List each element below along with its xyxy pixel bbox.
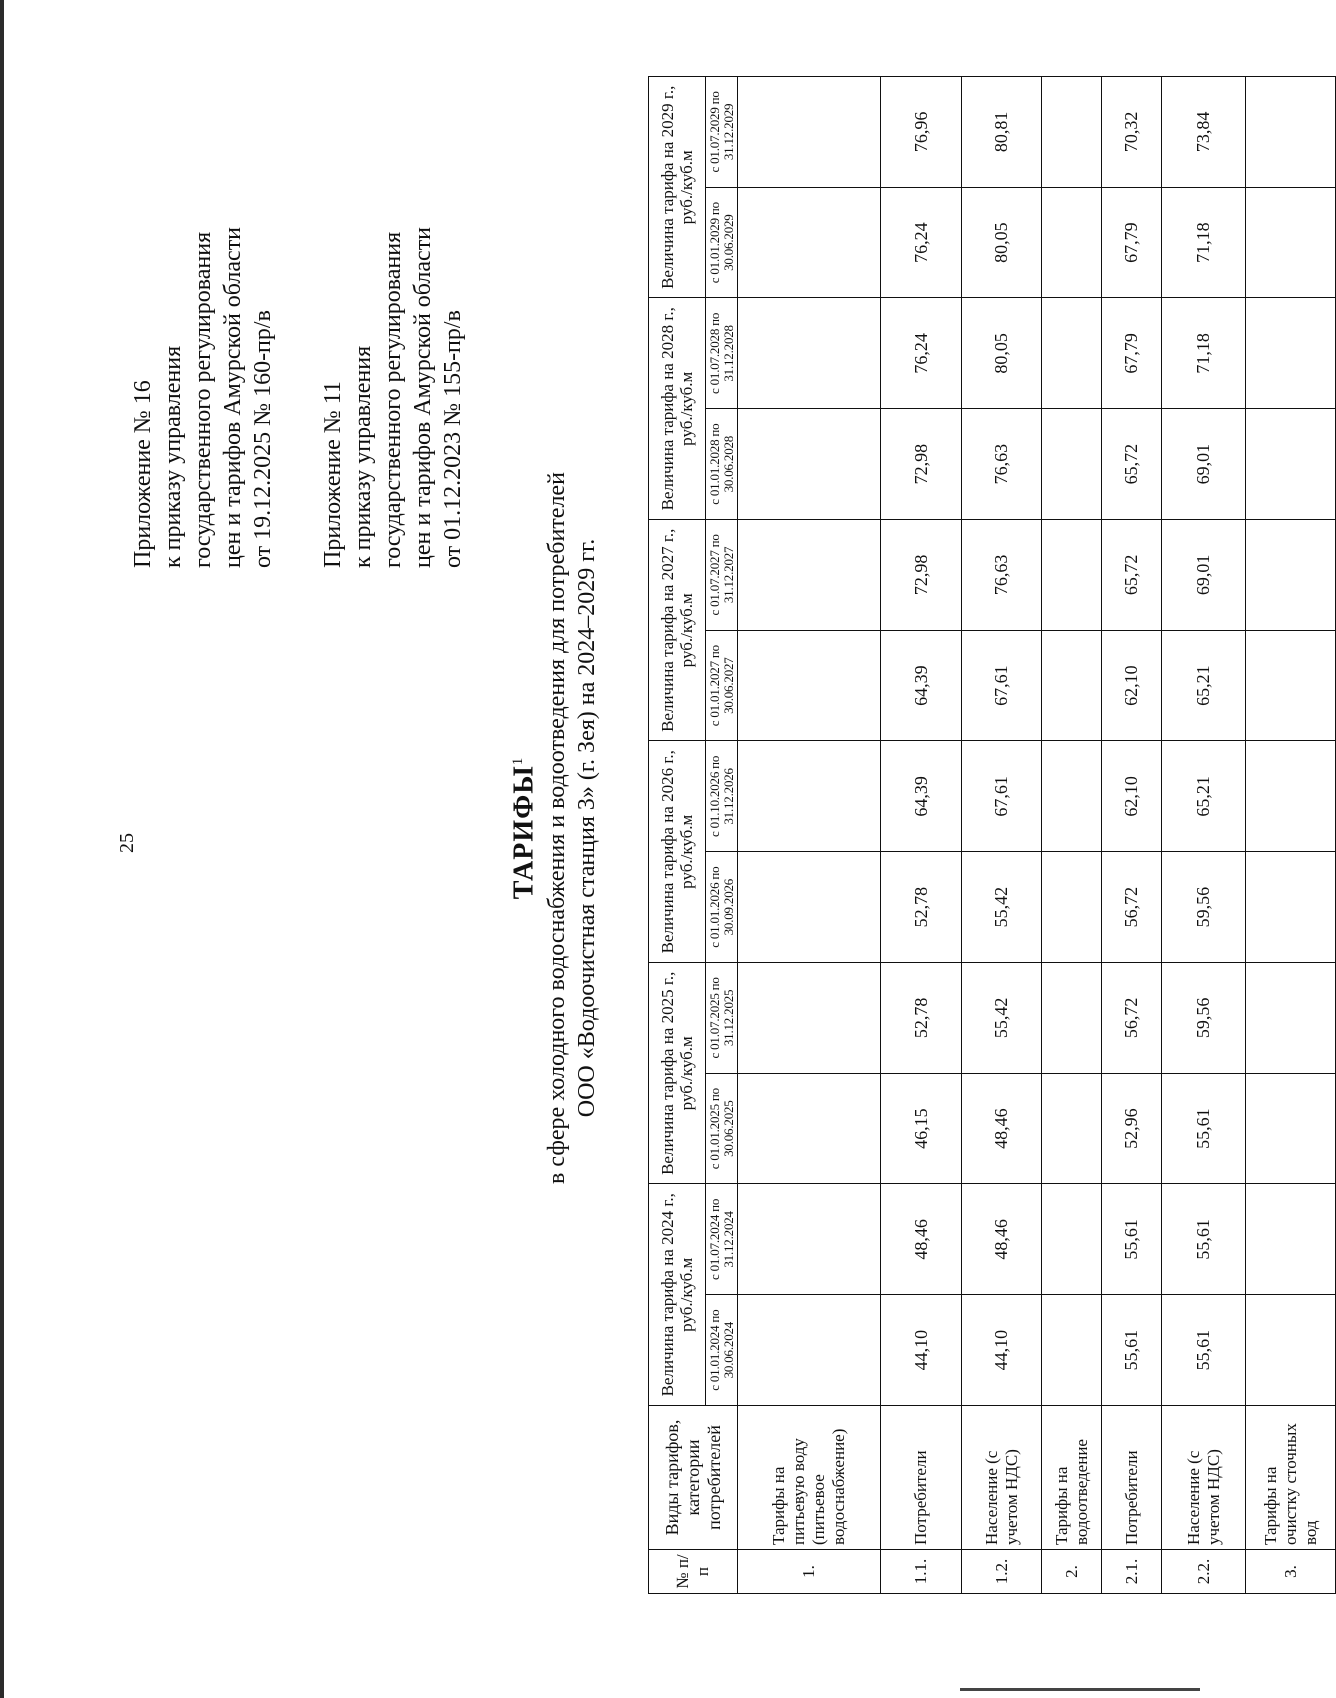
title-line-1: в сфере холодного водоснабжения и водоотведения для потребителей <box>544 472 571 1184</box>
header-year-2027: Величина тарифа на 2027 г., руб./куб.м <box>649 520 706 742</box>
tariff-value-cell: 48,46 <box>881 1184 962 1295</box>
appendix-16-line: государственного регулирования <box>190 231 216 568</box>
header-period: с 01.10.2026 по 31.12.2026 <box>706 741 738 852</box>
title-footnote-mark: 1 <box>510 756 526 766</box>
tariff-value-cell: 67,61 <box>962 630 1042 741</box>
table-row <box>738 77 881 1594</box>
table-body <box>738 77 1336 1594</box>
tariff-value-cell: 65,21 <box>1162 630 1246 741</box>
tariff-value-cell: 48,46 <box>962 1073 1042 1184</box>
tariff-value-cell <box>1042 1184 1102 1295</box>
tariff-value-cell <box>1246 741 1336 852</box>
tariff-value-cell <box>738 77 881 188</box>
tariff-value-cell <box>738 741 881 852</box>
header-period: с 01.07.2024 по 31.12.2024 <box>706 1184 738 1295</box>
header-period: с 01.07.2028 по 31.12.2028 <box>706 298 738 409</box>
table-row <box>1042 77 1102 1594</box>
appendix-16-line: к приказу управления <box>160 345 186 568</box>
tariff-value-cell: 62,10 <box>1102 741 1162 852</box>
header-year-2029: Величина тарифа на 2029 г., руб./куб.м <box>649 77 706 299</box>
tariff-value-cell <box>1246 630 1336 741</box>
appendix-16-line: Приложение № 16 <box>130 380 156 568</box>
appendix-16-line: от 19.12.2025 № 160-пр/в <box>250 310 276 568</box>
header-period: с 01.01.2029 по 30.06.2029 <box>706 187 738 298</box>
tariff-value-cell: 65,72 <box>1102 520 1162 631</box>
tariff-value-cell <box>1246 1295 1336 1406</box>
row-number: 2.2. <box>1162 1550 1246 1594</box>
tariff-value-cell: 55,61 <box>1162 1184 1246 1295</box>
tariff-value-cell: 52,78 <box>881 852 962 963</box>
tariff-value-cell: 55,42 <box>962 963 1042 1074</box>
tariff-value-cell <box>738 520 881 631</box>
tariff-value-cell: 72,98 <box>881 409 962 520</box>
tariff-value-cell: 55,42 <box>962 852 1042 963</box>
appendix-16-line: цен и тарифов Амурской области <box>220 226 246 568</box>
tariff-value-cell: 56,72 <box>1102 852 1162 963</box>
table-row <box>1246 77 1336 1594</box>
tariff-value-cell: 71,18 <box>1162 187 1246 298</box>
row-tariff-type: Тарифы на питьевую воду (питьевое водоснабжение) <box>738 1406 881 1550</box>
table-row <box>962 77 1042 1594</box>
tariff-value-cell <box>738 409 881 520</box>
tariff-value-cell <box>1246 1184 1336 1295</box>
table-row <box>881 77 962 1594</box>
tariff-value-cell: 59,56 <box>1162 852 1246 963</box>
tariff-value-cell <box>738 852 881 963</box>
tariff-value-cell <box>1042 741 1102 852</box>
tariffs-table <box>648 76 1336 1594</box>
row-number: 3. <box>1246 1550 1336 1594</box>
header-year-2026: Величина тарифа на 2026 г., руб./куб.м <box>649 741 706 963</box>
header-num: № п/п <box>649 1550 738 1594</box>
tariff-value-cell: 55,61 <box>1162 1073 1246 1184</box>
row-tariff-type: Тарифы на водоотведение <box>1042 1406 1102 1550</box>
tariff-value-cell: 55,61 <box>1162 1295 1246 1406</box>
tariff-value-cell: 46,15 <box>881 1073 962 1184</box>
tariff-value-cell: 55,61 <box>1102 1295 1162 1406</box>
tariff-value-cell: 80,05 <box>962 298 1042 409</box>
appendix-11-line: от 01.12.2023 № 155-пр/в <box>440 310 466 568</box>
title-line-2: ООО «Водоочистная станция 3» (г. Зея) на 2024–2029 гг. <box>574 538 601 1118</box>
header-period: с 01.01.2027 по 30.06.2027 <box>706 630 738 741</box>
tariff-value-cell: 65,72 <box>1102 409 1162 520</box>
tariff-value-cell: 76,63 <box>962 520 1042 631</box>
header-period: с 01.01.2028 по 30.06.2028 <box>706 409 738 520</box>
appendix-11-line: Приложение № 11 <box>320 381 346 568</box>
tariff-value-cell <box>1042 298 1102 409</box>
appendix-11-line: государственного регулирования <box>380 231 406 568</box>
header-period: с 01.07.2025 по 31.12.2025 <box>706 963 738 1074</box>
tariff-value-cell: 72,98 <box>881 520 962 631</box>
tariff-value-cell <box>738 1295 881 1406</box>
table-subheader-row <box>706 77 738 1594</box>
page-number: 25 <box>116 833 138 853</box>
tariff-value-cell: 48,46 <box>962 1184 1042 1295</box>
tariff-value-cell: 69,01 <box>1162 409 1246 520</box>
table-row <box>1162 77 1246 1594</box>
tariff-value-cell: 67,79 <box>1102 298 1162 409</box>
tariff-value-cell: 69,01 <box>1162 520 1246 631</box>
tariff-value-cell <box>1042 520 1102 631</box>
tariff-value-cell <box>1042 852 1102 963</box>
tariff-value-cell <box>1042 77 1102 188</box>
tariff-value-cell <box>738 630 881 741</box>
tariff-value-cell: 76,24 <box>881 187 962 298</box>
tariff-value-cell <box>738 1073 881 1184</box>
header-year-2024: Величина тарифа на 2024 г., руб./куб.м <box>649 1184 706 1406</box>
header-period: с 01.01.2025 по 30.06.2025 <box>706 1073 738 1184</box>
row-number: 2.1. <box>1102 1550 1162 1594</box>
tariff-value-cell: 56,72 <box>1102 963 1162 1074</box>
appendix-11-line: к приказу управления <box>350 345 376 568</box>
tariff-value-cell <box>738 187 881 298</box>
tariff-value-cell: 64,39 <box>881 741 962 852</box>
tariff-value-cell <box>738 963 881 1074</box>
row-number: 2. <box>1042 1550 1102 1594</box>
tariff-value-cell: 70,32 <box>1102 77 1162 188</box>
row-tariff-type: Население (с учетом НДС) <box>1162 1406 1246 1550</box>
row-number: 1.1. <box>881 1550 962 1594</box>
tariff-value-cell <box>1042 187 1102 298</box>
tariff-value-cell: 52,78 <box>881 963 962 1074</box>
tariff-value-cell <box>1246 187 1336 298</box>
tariff-value-cell <box>738 1184 881 1295</box>
tariff-value-cell: 67,61 <box>962 741 1042 852</box>
tariff-value-cell: 76,24 <box>881 298 962 409</box>
row-tariff-type: Потребители <box>881 1406 962 1550</box>
tariff-value-cell: 80,05 <box>962 187 1042 298</box>
tariff-value-cell <box>1042 409 1102 520</box>
tariff-value-cell: 76,96 <box>881 77 962 188</box>
row-tariff-type: Тарифы на очистку сточных вод <box>1246 1406 1336 1550</box>
header-period: с 01.07.2027 по 31.12.2027 <box>706 520 738 631</box>
table-row <box>1102 77 1162 1594</box>
tariff-value-cell: 62,10 <box>1102 630 1162 741</box>
tariff-value-cell: 65,21 <box>1162 741 1246 852</box>
header-period: с 01.01.2026 по 30.09.2026 <box>706 852 738 963</box>
appendix-16-block <box>128 227 278 568</box>
tariff-value-cell <box>1246 520 1336 631</box>
table-header-row <box>649 77 706 1594</box>
tariff-value-cell: 55,61 <box>1102 1184 1162 1295</box>
title-text: ТАРИФЫ <box>508 765 540 900</box>
tariff-value-cell: 64,39 <box>881 630 962 741</box>
header-period: с 01.07.2029 по 31.12.2029 <box>706 77 738 188</box>
row-number: 1. <box>738 1550 881 1594</box>
header-period: с 01.01.2024 по 30.06.2024 <box>706 1295 738 1406</box>
title-main <box>500 378 542 1278</box>
tariff-value-cell: 73,84 <box>1162 77 1246 188</box>
tariff-value-cell <box>1246 77 1336 188</box>
tariff-value-cell <box>1246 1073 1336 1184</box>
tariff-value-cell: 44,10 <box>962 1295 1042 1406</box>
row-tariff-type: Потребители <box>1102 1406 1162 1550</box>
tariff-value-cell: 44,10 <box>881 1295 962 1406</box>
tariff-value-cell <box>1042 630 1102 741</box>
header-year-2025: Величина тарифа на 2025 г., руб./куб.м <box>649 963 706 1185</box>
tariff-value-cell <box>738 298 881 409</box>
tariff-value-cell: 52,96 <box>1102 1073 1162 1184</box>
tariff-value-cell <box>1246 852 1336 963</box>
tariff-value-cell: 59,56 <box>1162 963 1246 1074</box>
tariff-value-cell: 71,18 <box>1162 298 1246 409</box>
tariff-value-cell: 67,79 <box>1102 187 1162 298</box>
tariff-value-cell <box>1042 1073 1102 1184</box>
row-number: 1.2. <box>962 1550 1042 1594</box>
document-title <box>500 378 602 1278</box>
appendix-11-line: цен и тарифов Амурской области <box>410 226 436 568</box>
tariff-value-cell <box>1246 409 1336 520</box>
header-type: Виды тарифов, категории потребителей <box>649 1406 738 1550</box>
row-tariff-type: Население (с учетом НДС) <box>962 1406 1042 1550</box>
tariff-value-cell: 76,63 <box>962 409 1042 520</box>
header-year-2028: Величина тарифа на 2028 г., руб./куб.м <box>649 298 706 520</box>
tariff-value-cell <box>1246 963 1336 1074</box>
appendix-11-block <box>318 227 468 568</box>
tariff-value-cell <box>1042 1295 1102 1406</box>
tariff-value-cell <box>1042 963 1102 1074</box>
tariff-value-cell: 80,81 <box>962 77 1042 188</box>
tariff-value-cell <box>1246 298 1336 409</box>
